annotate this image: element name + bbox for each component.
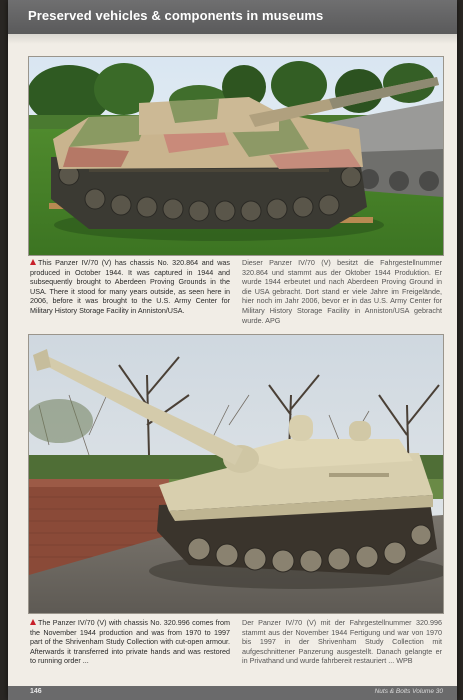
caption-photo1-german: Dieser Panzer IV/70 (V) besitzt die Fahrgestellnummer 320.864 und stammt aus der Oktober 1944 Produktion. Er wurde 1944 erbeutet und nach Aberdeen Proving Ground in die USA gebracht. Dort stand er viele Jahre im Freigelände, hier noch im Jahr 2006, bevor er in das U.S. Army Center for Military History Storage Facility in Anniston/USA gebracht wurde. APG bbox=[242, 258, 442, 325]
magazine-page bbox=[8, 0, 457, 700]
photo-panzer-aberdeen bbox=[28, 56, 444, 256]
caption-photo2-english-text: The Panzer IV/70 (V) with chassis No. 320.996 comes from the November 1944 production and was from 1970 to 1997 part of the Shrivenham Study Collection with cut-open armour. Afterwards it transferred into private hands and was restored to running order ... bbox=[30, 618, 230, 666]
photo-panzer-shrivenham-image bbox=[29, 335, 443, 613]
caption-photo1-english bbox=[30, 258, 230, 316]
caption-photo1-english-text: This Panzer IV/70 (V) has chassis No. 320.864 and was produced in October 1944. It was captured in 1944 and subsequently brought to Aberdeen Proving Grounds in the USA. There it stood for many years outside, as seen here in 2006, before it was brought to the U.S. Army Center for Military History Storage Facility in Anniston/USA. bbox=[30, 258, 230, 315]
caption-marker-icon bbox=[30, 259, 36, 265]
footer-publication: Nuts & Bolts Volume 30 bbox=[374, 688, 443, 695]
page-number: 146 bbox=[30, 688, 42, 695]
caption-photo2-english bbox=[30, 618, 230, 666]
photo-panzer-shrivenham bbox=[28, 334, 444, 614]
page-title: Preserved vehicles & components in museums bbox=[28, 8, 324, 23]
caption-photo2-german: Der Panzer IV/70 (V) mit der Fahrgestellnummer 320.996 stammt aus der November 1944 Fertigung und war von 1970 bis 1997 in der Shrivenham Study Collection mit aufgeschnittener Panzerung ausgestellt. Danach gelangte er in Privathand und wurde fahrbereit restauriert ... WPB bbox=[242, 618, 442, 666]
header-accent bbox=[8, 34, 457, 44]
photo-panzer-aberdeen-image bbox=[29, 57, 443, 255]
caption-marker-icon bbox=[30, 619, 36, 625]
